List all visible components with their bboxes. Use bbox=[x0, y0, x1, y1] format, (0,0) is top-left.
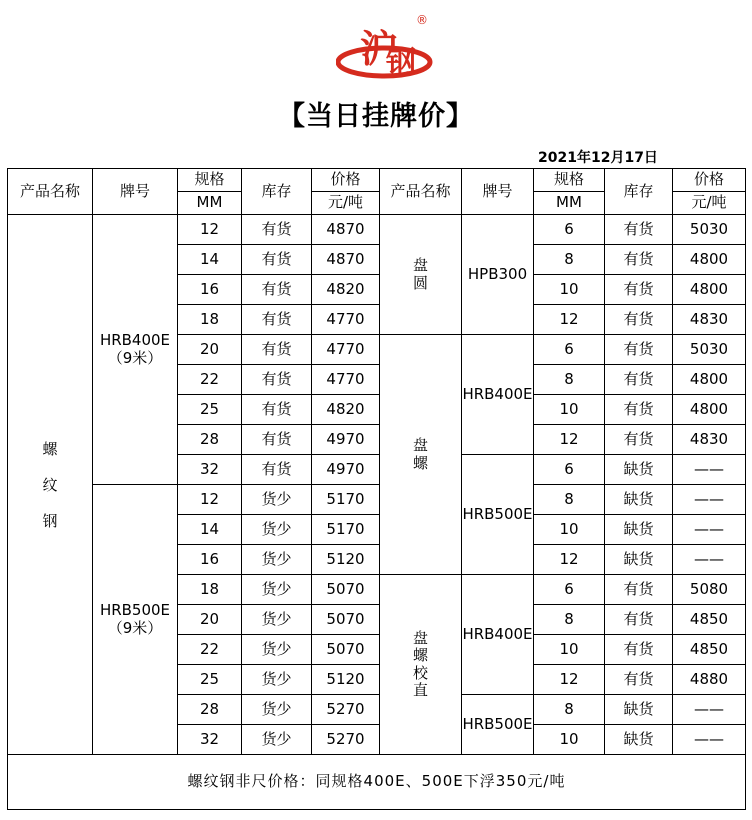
left-price: 4970 bbox=[312, 455, 380, 485]
right-spec: 8 bbox=[534, 245, 605, 275]
header-spec-unit: MM bbox=[534, 192, 605, 215]
right-price: 4830 bbox=[673, 425, 746, 455]
left-spec: 25 bbox=[178, 395, 242, 425]
svg-text:钢: 钢 bbox=[386, 45, 416, 80]
left-spec: 28 bbox=[178, 425, 242, 455]
right-product-name: 盘螺校直 bbox=[412, 629, 428, 699]
svg-text:沪: 沪 bbox=[360, 26, 399, 71]
left-price: 5070 bbox=[312, 575, 380, 605]
header-spec-unit: MM bbox=[178, 192, 242, 215]
left-spec: 12 bbox=[178, 215, 242, 245]
left-spec: 20 bbox=[178, 605, 242, 635]
right-product-name: 盘圆 bbox=[412, 256, 428, 292]
right-price: 4880 bbox=[673, 665, 746, 695]
right-price: —— bbox=[673, 485, 746, 515]
left-price: 4820 bbox=[312, 395, 380, 425]
right-spec: 6 bbox=[534, 335, 605, 365]
header-stock: 库存 bbox=[242, 169, 312, 215]
header-brand: 牌号 bbox=[462, 169, 534, 215]
left-spec: 16 bbox=[178, 545, 242, 575]
left-spec: 16 bbox=[178, 275, 242, 305]
right-price: 4850 bbox=[673, 635, 746, 665]
right-spec: 8 bbox=[534, 485, 605, 515]
left-spec: 18 bbox=[178, 575, 242, 605]
price-date: 2021年12月17日 bbox=[538, 150, 658, 166]
right-price: 4830 bbox=[673, 305, 746, 335]
left-price: 5120 bbox=[312, 665, 380, 695]
right-stock: 缺货 bbox=[605, 455, 673, 485]
right-price: —— bbox=[673, 725, 746, 755]
right-stock: 有货 bbox=[605, 395, 673, 425]
left-price: 5070 bbox=[312, 635, 380, 665]
price-table bbox=[7, 168, 746, 810]
right-spec: 12 bbox=[534, 665, 605, 695]
left-spec: 14 bbox=[178, 515, 242, 545]
left-stock: 货少 bbox=[242, 605, 312, 635]
left-stock: 货少 bbox=[242, 485, 312, 515]
header-product: 产品名称 bbox=[8, 169, 93, 215]
left-product-cell bbox=[8, 215, 93, 755]
right-price: 5030 bbox=[673, 335, 746, 365]
right-price: 4800 bbox=[673, 365, 746, 395]
left-spec: 28 bbox=[178, 695, 242, 725]
right-spec: 12 bbox=[534, 545, 605, 575]
header-price: 价格 bbox=[673, 169, 746, 192]
right-stock: 缺货 bbox=[605, 695, 673, 725]
right-stock: 有货 bbox=[605, 425, 673, 455]
right-spec: 10 bbox=[534, 635, 605, 665]
right-spec: 10 bbox=[534, 395, 605, 425]
right-spec: 8 bbox=[534, 695, 605, 725]
right-brand-cell: HPB300 bbox=[462, 215, 534, 335]
right-spec: 8 bbox=[534, 605, 605, 635]
right-product-cell bbox=[380, 335, 462, 575]
header-product: 产品名称 bbox=[380, 169, 462, 215]
left-stock: 有货 bbox=[242, 335, 312, 365]
header-price: 价格 bbox=[312, 169, 380, 192]
right-stock: 有货 bbox=[605, 245, 673, 275]
right-stock: 有货 bbox=[605, 275, 673, 305]
left-spec: 12 bbox=[178, 485, 242, 515]
right-stock: 缺货 bbox=[605, 515, 673, 545]
right-price: 4850 bbox=[673, 605, 746, 635]
left-brand-name: HRB500E （9米） bbox=[99, 601, 171, 637]
page-title: 【当日挂牌价】 bbox=[278, 101, 474, 132]
right-price: —— bbox=[673, 455, 746, 485]
left-price: 5170 bbox=[312, 485, 380, 515]
left-price: 4820 bbox=[312, 275, 380, 305]
right-product-cell bbox=[380, 575, 462, 755]
left-stock: 有货 bbox=[242, 455, 312, 485]
left-stock: 货少 bbox=[242, 635, 312, 665]
right-spec: 10 bbox=[534, 275, 605, 305]
table-row bbox=[8, 485, 746, 515]
company-logo bbox=[336, 10, 436, 82]
left-stock: 货少 bbox=[242, 695, 312, 725]
left-stock: 货少 bbox=[242, 665, 312, 695]
left-stock: 有货 bbox=[242, 245, 312, 275]
right-stock: 有货 bbox=[605, 305, 673, 335]
right-stock: 有货 bbox=[605, 665, 673, 695]
right-brand-cell: HRB500E bbox=[462, 695, 534, 755]
left-stock: 货少 bbox=[242, 725, 312, 755]
left-price: 4870 bbox=[312, 215, 380, 245]
left-stock: 有货 bbox=[242, 395, 312, 425]
left-spec: 20 bbox=[178, 335, 242, 365]
left-price: 5170 bbox=[312, 515, 380, 545]
header-stock: 库存 bbox=[605, 169, 673, 215]
right-brand-cell: HRB400E bbox=[462, 575, 534, 695]
left-spec: 22 bbox=[178, 635, 242, 665]
left-price: 4770 bbox=[312, 305, 380, 335]
right-brand-cell: HRB400E bbox=[462, 335, 534, 455]
left-spec: 32 bbox=[178, 455, 242, 485]
left-stock: 有货 bbox=[242, 365, 312, 395]
left-price: 5120 bbox=[312, 545, 380, 575]
right-stock: 有货 bbox=[605, 635, 673, 665]
right-stock: 缺货 bbox=[605, 545, 673, 575]
header-spec: 规格 bbox=[178, 169, 242, 192]
left-spec: 32 bbox=[178, 725, 242, 755]
right-stock: 缺货 bbox=[605, 485, 673, 515]
left-stock: 有货 bbox=[242, 215, 312, 245]
right-price: 4800 bbox=[673, 245, 746, 275]
left-price: 4970 bbox=[312, 425, 380, 455]
left-brand-cell bbox=[93, 215, 178, 485]
right-brand-cell: HRB500E bbox=[462, 455, 534, 575]
right-price: —— bbox=[673, 515, 746, 545]
right-stock: 有货 bbox=[605, 365, 673, 395]
right-spec: 12 bbox=[534, 305, 605, 335]
left-stock: 货少 bbox=[242, 575, 312, 605]
left-stock: 有货 bbox=[242, 305, 312, 335]
left-brand-cell bbox=[93, 485, 178, 755]
right-spec: 10 bbox=[534, 725, 605, 755]
right-spec: 12 bbox=[534, 425, 605, 455]
left-spec: 18 bbox=[178, 305, 242, 335]
right-spec: 10 bbox=[534, 515, 605, 545]
header-brand: 牌号 bbox=[93, 169, 178, 215]
header-price-unit: 元/吨 bbox=[673, 192, 746, 215]
right-price: 5030 bbox=[673, 215, 746, 245]
right-price: 4800 bbox=[673, 275, 746, 305]
left-price: 4770 bbox=[312, 365, 380, 395]
right-price: 5080 bbox=[673, 575, 746, 605]
right-spec: 6 bbox=[534, 215, 605, 245]
svg-text:®: ® bbox=[416, 13, 428, 27]
left-brand-name: HRB400E （9米） bbox=[99, 331, 171, 367]
left-stock: 货少 bbox=[242, 515, 312, 545]
left-stock: 货少 bbox=[242, 545, 312, 575]
right-price: 4800 bbox=[673, 395, 746, 425]
header-price-unit: 元/吨 bbox=[312, 192, 380, 215]
left-spec: 22 bbox=[178, 365, 242, 395]
header-spec: 规格 bbox=[534, 169, 605, 192]
left-spec: 25 bbox=[178, 665, 242, 695]
left-stock: 有货 bbox=[242, 425, 312, 455]
right-price: —— bbox=[673, 695, 746, 725]
right-stock: 有货 bbox=[605, 605, 673, 635]
table-row bbox=[8, 215, 746, 245]
left-price: 5070 bbox=[312, 605, 380, 635]
right-stock: 缺货 bbox=[605, 725, 673, 755]
left-price: 4770 bbox=[312, 335, 380, 365]
right-product-cell bbox=[380, 215, 462, 335]
right-stock: 有货 bbox=[605, 335, 673, 365]
right-price: —— bbox=[673, 545, 746, 575]
left-price: 4870 bbox=[312, 245, 380, 275]
right-spec: 6 bbox=[534, 575, 605, 605]
right-spec: 8 bbox=[534, 365, 605, 395]
left-product-name: 螺纹钢 bbox=[42, 439, 58, 530]
left-price: 5270 bbox=[312, 695, 380, 725]
right-product-name: 盘螺 bbox=[412, 436, 428, 472]
left-spec: 14 bbox=[178, 245, 242, 275]
right-spec: 6 bbox=[534, 455, 605, 485]
right-stock: 有货 bbox=[605, 575, 673, 605]
right-stock: 有货 bbox=[605, 215, 673, 245]
price-note: 螺纹钢非尺价格：同规格400E、500E下浮350元/吨 bbox=[8, 755, 746, 810]
left-price: 5270 bbox=[312, 725, 380, 755]
left-stock: 有货 bbox=[242, 275, 312, 305]
